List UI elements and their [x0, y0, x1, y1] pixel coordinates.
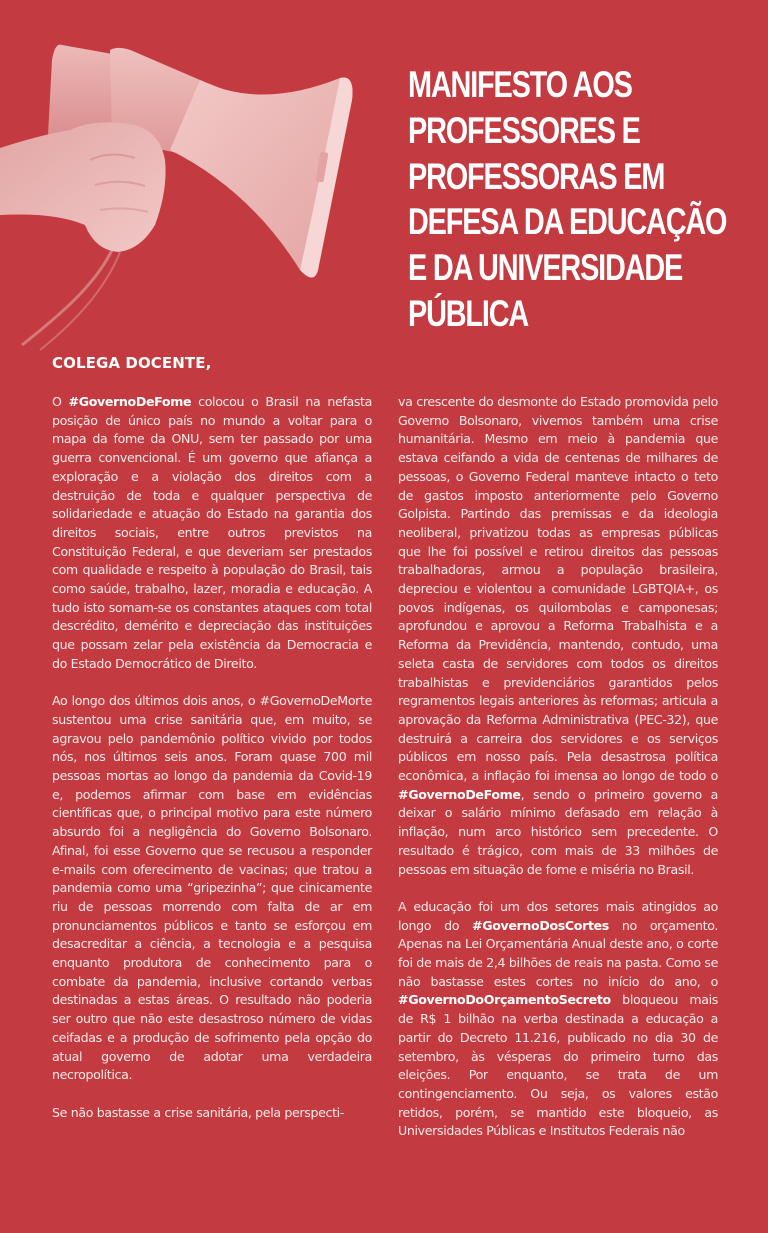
paragraph-text: O	[52, 394, 69, 409]
paragraph-text: colocou o Brasil na nefasta posição de único país no mundo a voltar para o mapa da fome da ONU, sem ter passado por uma guerra convencional. É um governo que afiança a exploração e a violação dos direitos com a destruição de toda e qualquer perspectiva de solidariedade e atuação do Estado na garantia dos direitos sociais, entre outros previstos na Constituição Federal, e que deveriam ser prestados com qualidade e respeito à população do Brasil, tais como saúde, trabalho, lazer, moradia e educação. A tudo isto somam-se os constantes ataques com total descrédito, demérito e depreciação das instituições que possam zelar pela existência da Democracia e do Estado Democrático de Direito.	[52, 394, 372, 671]
hand-fist	[0, 122, 166, 252]
paragraph-text: A educação foi um dos setores mais atingidos ao longo do	[398, 898, 718, 933]
paragraph-text: va crescente do desmonte do Estado promovida pelo Governo Bolsonaro, vivemos também uma crise humanitária. Mesmo em meio à pandemia que estava ceifando a vida de centenas de milhares de pessoas, o Governo Federal manteve intacto o teto de gastos imposto anteriormente pelo Governo Golpista. Partindo das premissas e da ideologia neoliberal, privatizou todas as empresas públicas que lhe foi possível e retirou direitos das pessoas trabalhadoras, armou a população brasileira, depreciou e violentou a comunidade LGBTQIA+, os povos indígenas, os quilombolas e camponesas; aprofundou e aprovou a Reforma Trabalhista e a Reforma da Previdência, mantendo, contudo, uma seleta casta de servidores com todos os direitos trabalhistas e previdenciários garantidos pelos regramentos legais anteriores às reformas; articula a aprovação da Reforma Administrativa (PEC-32), que destruirá a carreira dos servidores e os serviços públicos em nosso país. Pela desastrosa política econômica, a inflação foi imensa ao longo de todo o	[398, 394, 718, 784]
title-line: DEFESA DA EDUCAÇÃO	[408, 201, 727, 243]
greeting-heading: COLEGA DOCENTE,	[52, 354, 212, 372]
hashtag: #GovernoDosCortes	[472, 917, 609, 933]
paragraph-text: bloqueou mais de R$ 1 bilhão na verba destinada a educação a partir do Decreto 11.216, publicado no dia 30 de setembro, às vésperas do primeiro turno das eleições. Por enquanto, se trata de um contingenciamento. Ou seja, os valores estão retidos, porém, se mantido este bloqueio, as Universidades Públicas e Institutos Federais não	[398, 992, 718, 1139]
title-line: E DA UNIVERSIDADE	[408, 247, 683, 289]
megaphone-illustration	[0, 0, 380, 355]
paragraph-text: , sendo o primeiro governo a deixar o salário mínimo defasado em relação à inflação, num arco histórico sem precedente. O resultado é trágico, com mais de 33 milhões de pessoas em situação de fome e miséria no Brasil.	[398, 786, 718, 877]
paragraph-governo-de-morte: Ao longo dos últimos dois anos, o #GovernoDeMorte sustentou uma crise sanitária que, em muito, se agravou pelo pandemônio político vivido por todos nós, nos últimos seis anos. Foram quase 700 mil pessoas mortas ao longo da pandemia da Covid-19 e, podemos afirmar com base em evidências científicas que, o principal motivo para este número absurdo foi a negligência do Governo Bolsonaro. Afinal, foi esse Governo que se recusou a responder e-mails com oferecimento de vacinas; que tratou a pandemia como uma “gripezinha”; que cinicamente riu de pessoas morrendo com falta de ar em pronunciamentos públicos e tanto se esforçou em desacreditar a ciência, a tecnologia e a pesquisa enquanto produtora de conhecimento para o combate da pandemia, inclusive cortando verbas destinadas a estas áreas. O resultado não poderia ser outro que não este desastroso número de vidas ceifadas e a produção de sofrimento pela opção do atual governo de adotar uma verdadeira necropolítica.	[52, 693, 372, 1083]
megaphone-cord	[22, 250, 120, 350]
paragraph-crise-start: Se não bastasse a crise sanitária, pela perspecti-	[52, 1104, 344, 1120]
title-line: PROFESSORAS EM	[408, 155, 665, 197]
manifesto-title	[408, 62, 727, 337]
left-column	[52, 393, 372, 1122]
hashtag: #GovernoDeFome	[68, 394, 192, 409]
paragraph-text: no orçamento. Apenas na Lei Orçamentária Anual deste ano, o corte foi de mais de 2,4 bilhões de reais na pasta. Como se não bastasse estes cortes no início do ano, o	[398, 917, 718, 989]
paragraph-educacao-cortes	[398, 898, 718, 1141]
paragraph-governo-de-fome	[52, 393, 372, 674]
paragraph-crise-humanitaria	[398, 393, 718, 879]
title-line: PROFESSORES E	[408, 109, 640, 151]
right-column	[398, 393, 718, 1141]
hashtag: #GovernoDeFome	[398, 786, 521, 802]
title-line: MANIFESTO AOS	[408, 64, 632, 105]
title-line: PÚBLICA	[408, 292, 529, 334]
hashtag: #GovernoDoOrçamentoSecreto	[398, 992, 611, 1008]
